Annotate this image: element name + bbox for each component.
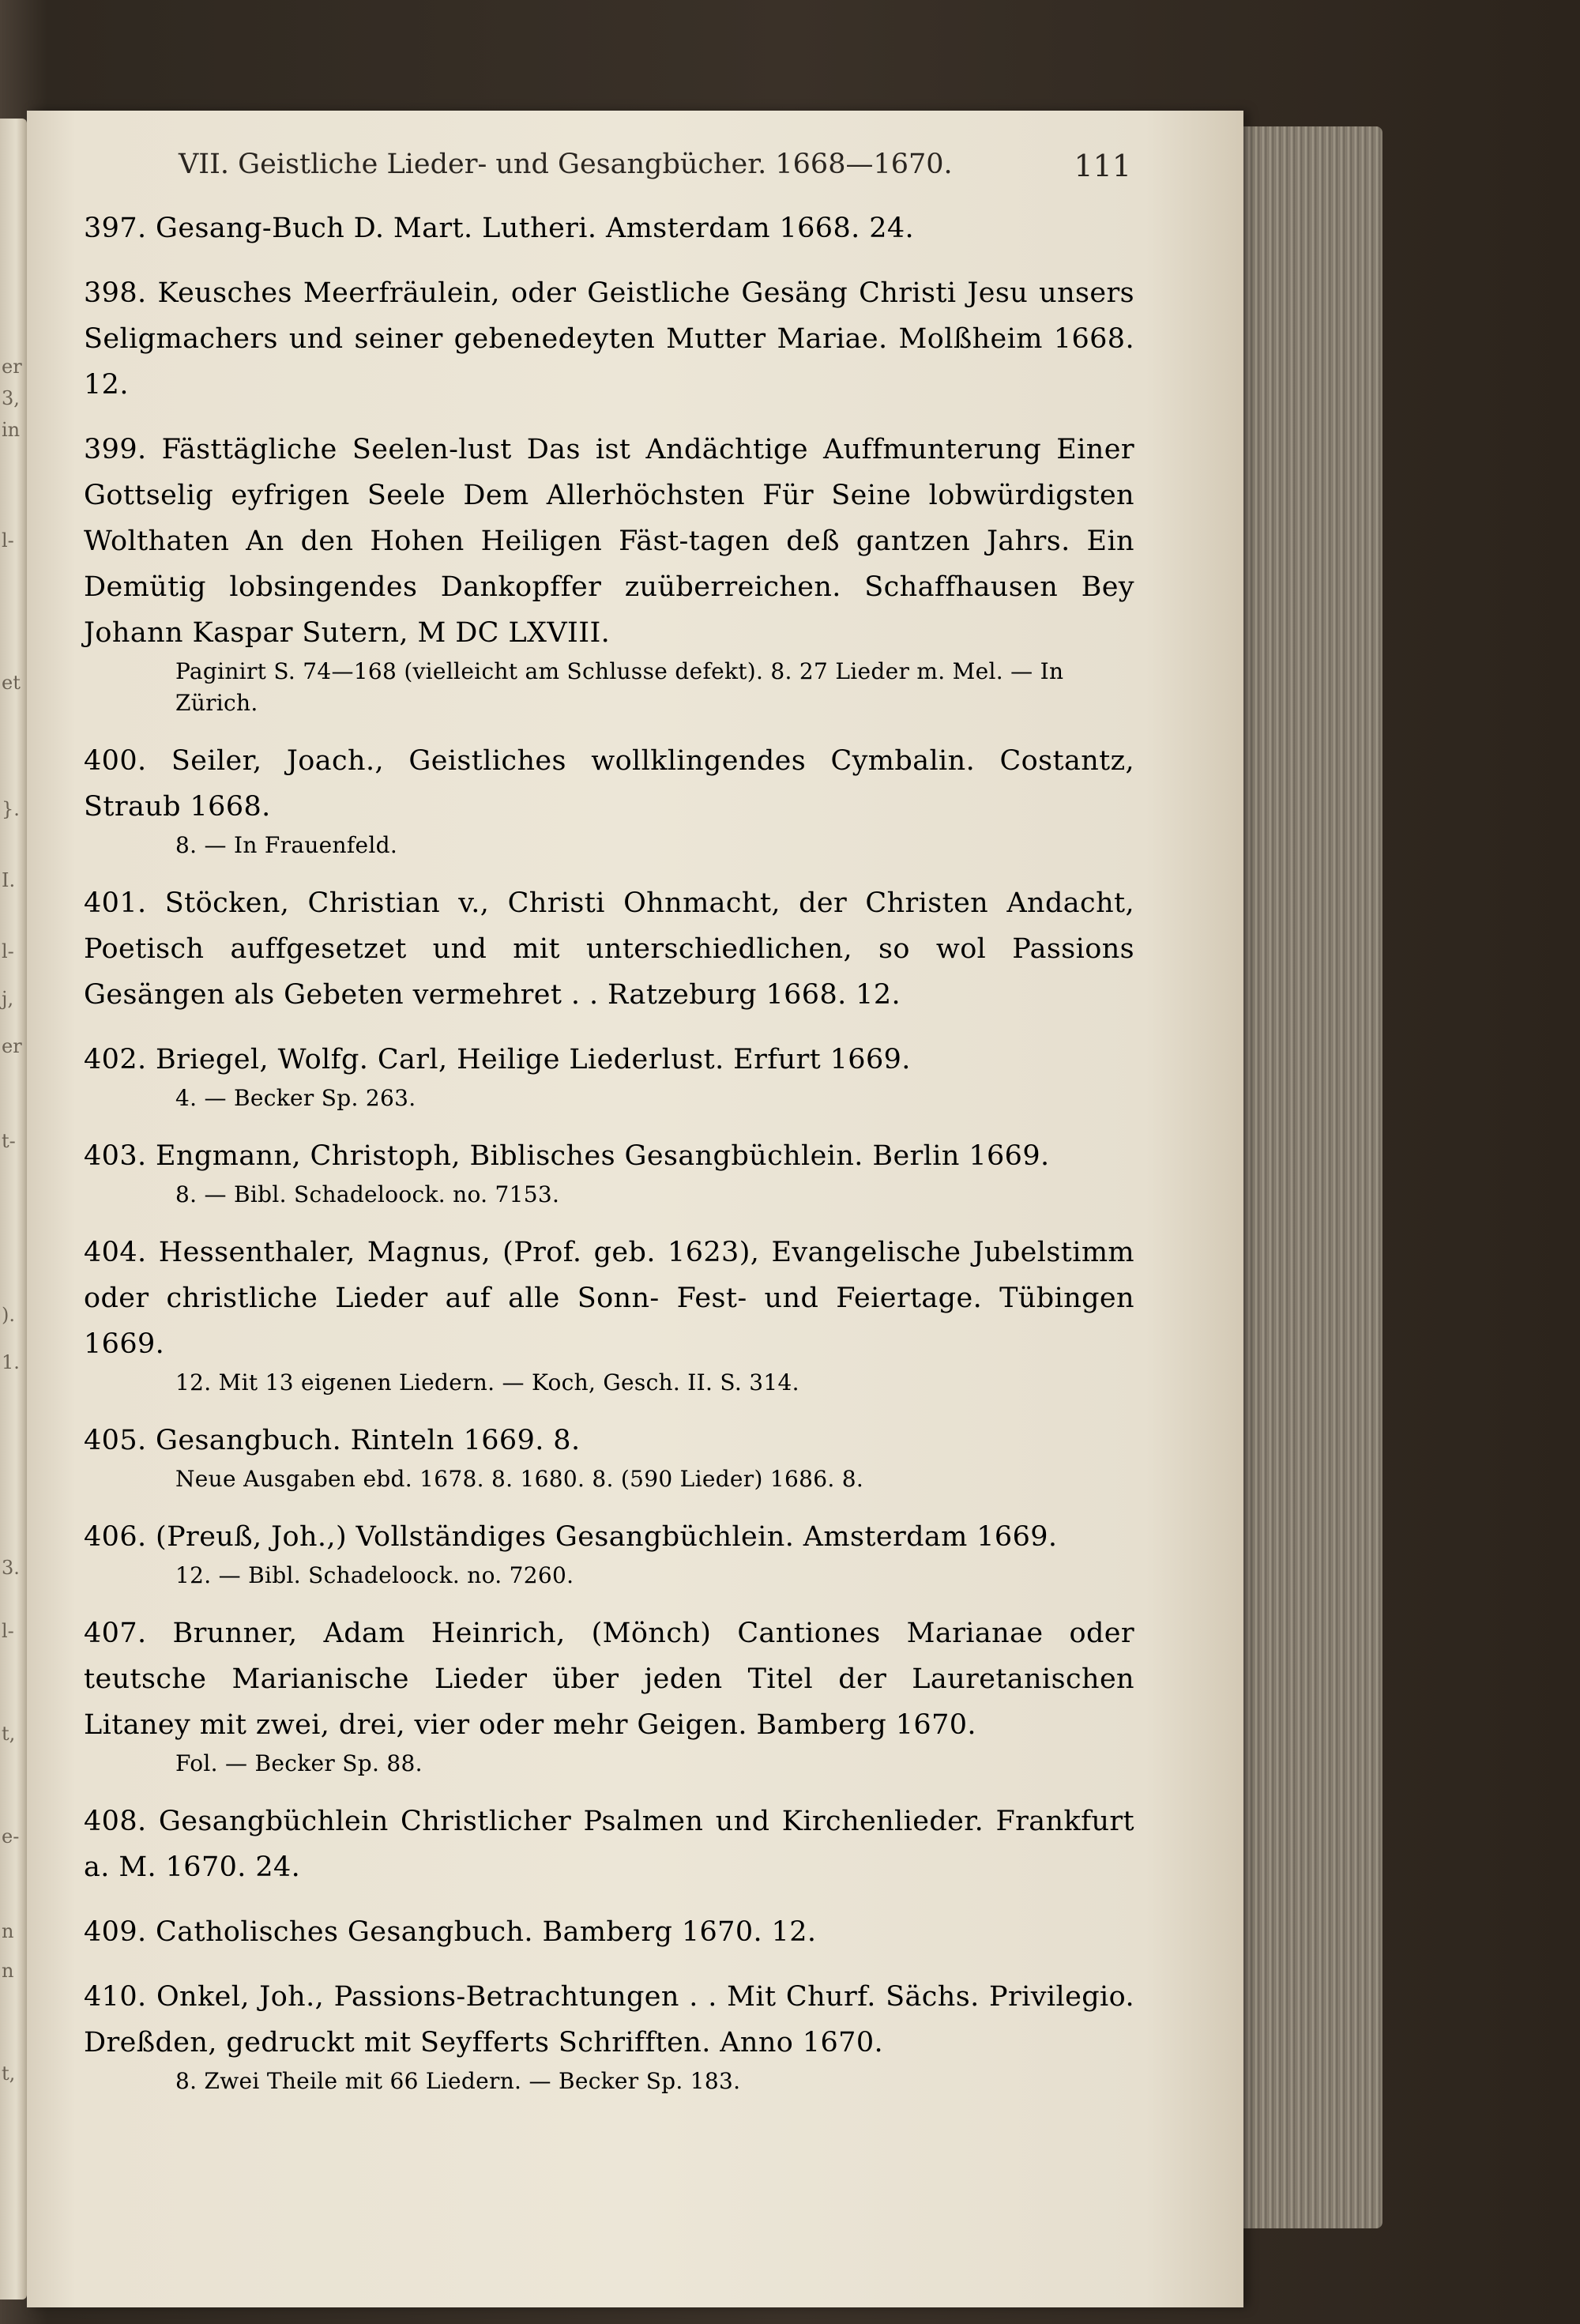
page-stack-edge	[1232, 126, 1382, 2228]
edge-fragment: }.	[2, 798, 20, 820]
entry-note: Paginirt S. 74—168 (vielleicht am Schlusse defekt). 8. 27 Lieder m. Mel. — In Zürich.	[175, 658, 1064, 716]
running-head-title: VII. Geistliche Lieder- und Gesangbücher. 1668—1670.	[179, 149, 953, 180]
entry-text: 405. Gesangbuch. Rinteln 1669. 8.	[84, 1425, 581, 1456]
edge-fragment: t,	[2, 1723, 16, 1745]
entry-note: 8. — In Frauenfeld.	[175, 832, 398, 858]
entry-399	[84, 427, 1134, 719]
edge-fragment: 1.	[2, 1351, 20, 1373]
entry-note: 12. — Bibl. Schadeloock. no. 7260.	[175, 1562, 574, 1588]
edge-fragment: et	[2, 672, 21, 694]
edge-fragment: I.	[2, 869, 16, 891]
entry-text: 410. Onkel, Joh., Passions-Betrachtungen . . Mit Churf. Sächs. Privilegio. Dreßden, gedruckt mit Seyfferts Schrifften. Anno 1670.	[84, 1981, 1134, 2058]
entry-text: 398. Keusches Meerfräulein, oder Geistliche Gesäng Christi Jesu unsers Seligmachers und seiner gebenedeyten Mutter Mariae. Molßheim 1668. 12.	[84, 277, 1134, 401]
entry-404	[84, 1230, 1134, 1399]
entry-400	[84, 738, 1134, 861]
edge-fragment: l-	[2, 940, 14, 962]
entry-note: 8. — Bibl. Schadeloock. no. 7153.	[175, 1181, 560, 1207]
edge-fragment: er	[2, 1035, 22, 1057]
previous-page-edge	[0, 119, 27, 2300]
edge-fragment: 3,	[2, 387, 20, 409]
entry-408	[84, 1799, 1134, 1890]
edge-fragment: t,	[2, 2062, 16, 2085]
entry-text: 404. Hessenthaler, Magnus, (Prof. geb. 1623), Evangelische Jubelstimm oder christliche Lieder auf alle Sonn- Fest- und Feiertage. Tübingen 1669.	[84, 1237, 1134, 1360]
entry-409	[84, 1909, 1134, 1955]
page-number: 111	[1074, 149, 1131, 183]
entry-405	[84, 1418, 1134, 1495]
entry-401	[84, 880, 1134, 1018]
edge-fragment: t-	[2, 1130, 16, 1152]
entry-note: 4. — Becker Sp. 263.	[175, 1085, 416, 1111]
edge-fragment: ).	[2, 1304, 15, 1326]
entry-text: 408. Gesangbüchlein Christlicher Psalmen und Kirchenlieder. Frankfurt a. M. 1670. 24.	[84, 1806, 1134, 1883]
entry-406	[84, 1514, 1134, 1591]
entry-403	[84, 1133, 1134, 1211]
entry-text: 407. Brunner, Adam Heinrich, (Mönch) Cantiones Marianae oder teutsche Marianische Lieder über jeden Titel der Lauretanischen Litaney mit zwei, drei, vier oder mehr Geigen. Bamberg 1670.	[84, 1618, 1134, 1741]
entry-note: Neue Ausgaben ebd. 1678. 8. 1680. 8. (590 Lieder) 1686. 8.	[175, 1466, 864, 1492]
edge-fragment: l-	[2, 529, 14, 552]
edge-fragment: n	[2, 1960, 14, 1982]
entry-note: Fol. — Becker Sp. 88.	[175, 1750, 423, 1776]
bibliography-entries	[84, 205, 1134, 2116]
edge-fragment: n	[2, 1920, 14, 1942]
entry-text: 403. Engmann, Christoph, Biblisches Gesangbüchlein. Berlin 1669.	[84, 1140, 1050, 1172]
edge-fragment: l-	[2, 1620, 14, 1642]
entry-402	[84, 1037, 1134, 1114]
entry-397	[84, 205, 1134, 251]
edge-fragment: er	[2, 356, 22, 378]
entry-text: 397. Gesang-Buch D. Mart. Lutheri. Amsterdam 1668. 24.	[84, 213, 915, 244]
edge-fragment: e-	[2, 1825, 20, 1848]
entry-407	[84, 1610, 1134, 1780]
entry-text: 406. (Preuß, Joh.,) Vollständiges Gesangbüchlein. Amsterdam 1669.	[84, 1521, 1058, 1553]
entry-text: 409. Catholisches Gesangbuch. Bamberg 1670. 12.	[84, 1916, 817, 1948]
entry-410	[84, 1974, 1134, 2097]
running-head	[84, 149, 1131, 196]
edge-fragment: j,	[2, 988, 14, 1010]
entry-398	[84, 270, 1134, 408]
entry-text: 402. Briegel, Wolfg. Carl, Heilige Liederlust. Erfurt 1669.	[84, 1044, 911, 1075]
entry-note: 8. Zwei Theile mit 66 Liedern. — Becker Sp. 183.	[175, 2068, 741, 2094]
edge-fragment: in	[2, 419, 21, 441]
entry-text: 401. Stöcken, Christian v., Christi Ohnmacht, der Christen Andacht, Poetisch auffgesetzet und mit unterschiedlichen, so wol Passions Gesängen als Gebeten vermehret . . Ratzeburg 1668. 12.	[84, 887, 1134, 1011]
entry-note: 12. Mit 13 eigenen Liedern. — Koch, Gesch. II. S. 314.	[175, 1369, 799, 1396]
entry-text: 399. Fästtägliche Seelen-lust Das ist Andächtige Auffmunterung Einer Gottselig eyfrigen Seele Dem Allerhöchsten Für Seine lobwürdigsten Wolthaten An den Hohen Heiligen Fäst-tagen deß gantzen Jahrs. Ein Demütig lobsingendes Dankopffer zuüberreichen. Schaffhausen Bey Johann Kaspar Sutern, M DC LXVIII.	[84, 434, 1134, 649]
edge-fragment: 3.	[2, 1557, 20, 1579]
entry-text: 400. Seiler, Joach., Geistliches wollklingendes Cymbalin. Costantz, Straub 1668.	[84, 745, 1134, 823]
